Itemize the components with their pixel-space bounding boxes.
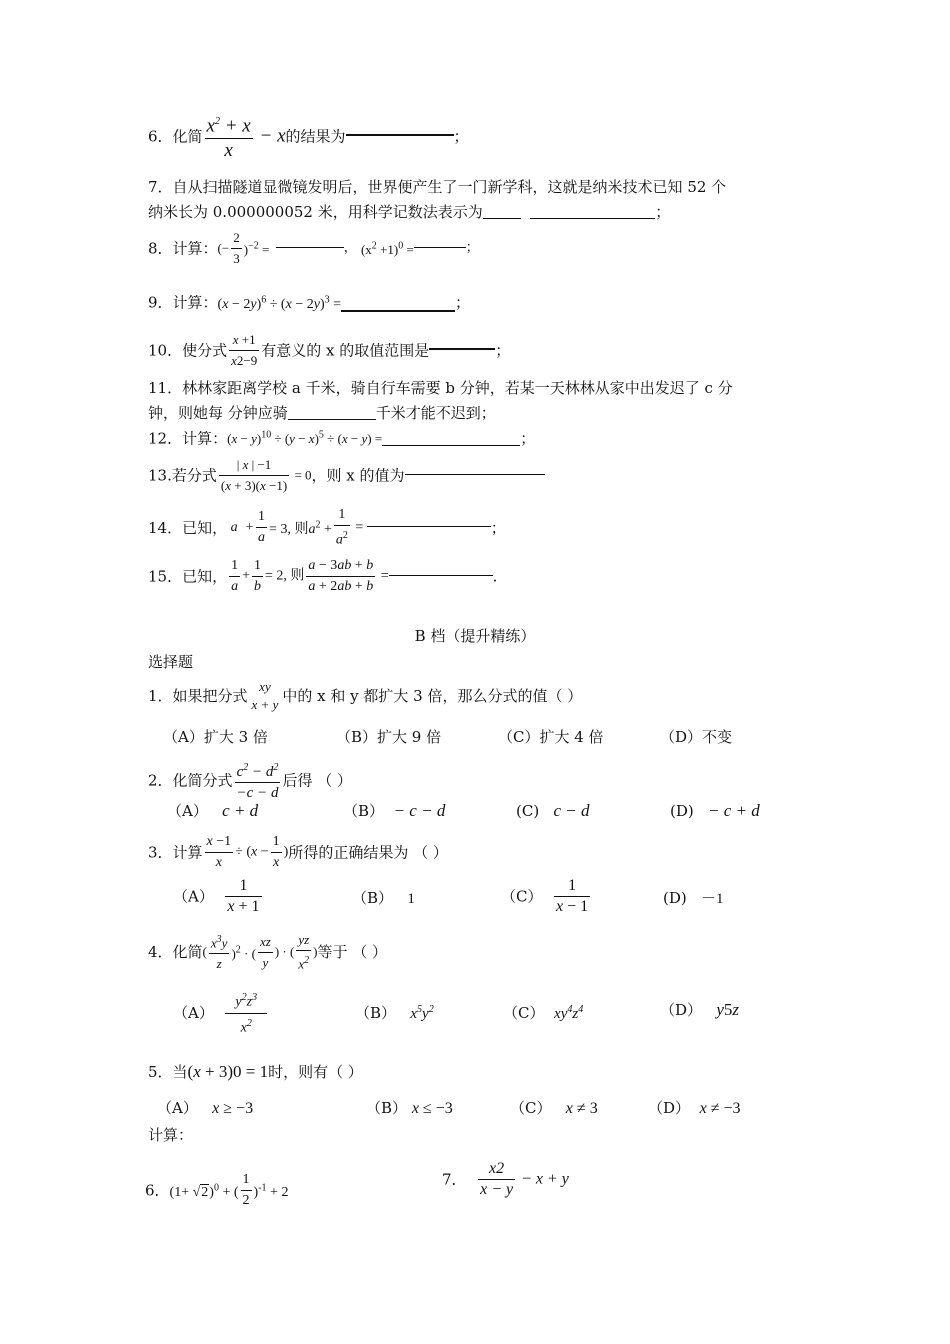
option-b5-a: （A） x ≥ −3 <box>157 1099 254 1117</box>
question-text: 时，则有（ ） <box>268 1063 363 1081</box>
answer-blank <box>414 246 466 248</box>
question-text: 后得 （ ） <box>282 771 352 790</box>
question-a7-line1: 7．自从扫描隧道显微镜发明后，世界便产生了一门新学科，这就是纳米技术已知 52 个 <box>148 178 727 196</box>
question-b1 <box>148 678 582 714</box>
option-label: （B） <box>343 802 385 820</box>
answer-blank <box>483 217 521 219</box>
fraction: $\frac{2}{3}$ <box>233 230 240 266</box>
answer-blank <box>346 133 454 136</box>
option-b4-c: （C） $xy^4z^4$ <box>503 1004 584 1022</box>
question-a12: 12．计算：$(x - y)^{10} \div (y - x)^5 \div (x - y)$ = ； <box>148 429 536 448</box>
question-b6: 6．$(1+ √2)^0$ + ( $\frac{1}{2}$ )$^{-1}$ + 2 <box>145 1170 288 1211</box>
option-label: （C） <box>510 1099 552 1117</box>
option-b5-c: （C） x ≠ 3 <box>510 1099 598 1117</box>
option-b1-b: （B）扩大 9 倍 <box>336 728 442 746</box>
fraction: $\frac{a - 3ab + b}{a + 2ab + b}$ <box>308 558 374 594</box>
option-b2-d: (D) − c + d <box>670 801 760 820</box>
question-number: 6．化简 <box>148 127 203 146</box>
option-label: （D） <box>660 1001 703 1019</box>
question-text: 1．如果把分式 <box>148 687 248 705</box>
question-number: 8．计算： <box>148 239 218 258</box>
fraction: $\frac{1}{a^2}$ <box>335 507 348 548</box>
question-a10: 10．使分式 $\frac{x +1}{x2-9}$ 有意义的 x 的取值范围是 ； <box>148 330 510 371</box>
option-label: (D) <box>670 802 694 820</box>
answer-blank <box>389 574 493 576</box>
question-number: 7． <box>442 1170 467 1189</box>
question-b5: 5．当(x + 3)0 = 1时，则有（ ） <box>148 1062 363 1081</box>
option-b5-d: （D） x ≠ −3 <box>648 1099 741 1117</box>
question-text: 钟，则她每 分钟应骑 <box>148 404 288 422</box>
question-number: 10．使分式 <box>148 341 228 360</box>
question-text: 4．化简 <box>148 943 203 962</box>
question-number: 15．已知， <box>148 567 228 586</box>
question-a7-line2: 纳米长为 0.000000052 米，用科学记数法表示为 ； <box>148 203 671 221</box>
question-a11-line1: 11．林林家距离学校 a 千米，骑自行车需要 b 分钟，若某一天林林从家中出发迟了 c 分 <box>148 379 733 397</box>
fraction: $\frac{| x | -1}{(x + 3)(x -1)}$ <box>220 457 288 493</box>
answer-blank <box>341 309 455 312</box>
option-b3-c <box>501 876 592 917</box>
question-text: 所得的正确结果为 （ ） <box>288 843 448 862</box>
fraction: $\frac{1}{b}$ <box>254 558 261 594</box>
answer-blank <box>405 473 545 475</box>
question-number: 6． <box>145 1181 170 1200</box>
fraction: $\frac{x +1}{x2-9}$ <box>231 332 258 368</box>
option-label: （A） <box>167 802 208 820</box>
fraction: $\frac{1}{x - 1}$ <box>556 877 589 915</box>
option-b3-d <box>663 887 724 910</box>
section-heading-choice: 选择题 <box>148 653 194 671</box>
option-label: （A） <box>173 1004 214 1023</box>
question-text: 3．计算 <box>148 843 203 862</box>
question-b7: 7． $\frac{x2}{x - y}$ − x + y <box>442 1160 569 1198</box>
option-b1-c: （C）扩大 4 倍 <box>498 728 604 746</box>
option-label: （C） <box>503 1004 545 1022</box>
fraction: $\frac{1}{x}$ <box>272 834 280 870</box>
fraction: $\frac{1}{a}$ <box>258 509 266 546</box>
fraction: $\frac{c^2 - d^2}{-c - d}$ <box>235 758 281 803</box>
question-b4: 4．化简( $\frac{x^3y}{z}$ )$^2$ · ( $\frac{xz}{y}$ ) · ( $\frac{yz}{x^2}$ )等于 （ ） <box>148 930 387 974</box>
option-b3-b <box>352 887 415 910</box>
question-number: 12．计算： <box>148 429 228 448</box>
option-b2-b: （B） − c − d <box>343 801 446 820</box>
option-label: （A） <box>173 887 214 906</box>
question-a8: 8．计算：(− $\frac{2}{3}$ )$^{-2}$ = ， $(x^2 +1)^0$ = ； <box>148 228 479 269</box>
fraction: $\frac{yz}{x^2}$ <box>298 932 310 972</box>
option-b2-c: (C) c − d <box>516 801 590 820</box>
question-number: 14．已知， <box>148 518 228 537</box>
option-label: （B） <box>366 1099 408 1117</box>
option-label: （D） <box>648 1099 691 1117</box>
question-text: 2．化简分式 <box>148 771 233 790</box>
option-b2-a: （A） c + d <box>167 801 259 820</box>
answer-blank <box>288 418 376 420</box>
answer-blank <box>429 347 495 350</box>
fraction: $\frac{x^3y}{z}$ <box>209 930 230 974</box>
question-a13: 13.若分式 $\frac{| x | -1}{(x + 3)(x -1)}$ = 0，则 x 的值为 <box>148 455 545 496</box>
fraction: $\frac{x -1}{x}$ <box>206 834 232 870</box>
option-b3-a <box>173 876 264 917</box>
fraction: $\frac{xz}{y}$ <box>259 933 271 970</box>
question-text: ，则 x 的值为 <box>311 466 405 485</box>
option-b5-b: （B） x ≤ −3 <box>366 1099 453 1117</box>
option-b1-a: （A）扩大 3 倍 <box>163 728 268 746</box>
fraction: $\frac{y^2z^3}{x^2}$ <box>225 988 267 1038</box>
question-b2 <box>148 758 352 803</box>
option-value: 1 <box>407 891 415 907</box>
question-text: 纳米长为 0.000000052 米，用科学记数法表示为 <box>148 203 483 221</box>
question-a14: 14．已知， a + $\frac{1}{a}$ = 3, 则$a^2$ + $\frac{1}{a^2}$ = ； <box>148 505 506 551</box>
question-a9: 9．计算：$(x - 2y)^6 \div (x - 2y)^3$ = ； <box>148 293 471 312</box>
option-b4-b: （B） $x^5y^2$ <box>355 1004 434 1022</box>
question-text: 等于 （ ） <box>317 943 388 962</box>
answer-blank <box>367 525 491 527</box>
option-b1-d: （D）不变 <box>660 728 733 746</box>
option-label: （B） <box>355 1004 397 1022</box>
question-a15: 15．已知， $\frac{1}{a}$ + $\frac{1}{b}$ = 2, 则 $\frac{a - 3ab + b}{a + 2ab + b}$ = . <box>148 556 497 597</box>
option-b4-a <box>173 988 269 1038</box>
option-label: （B） <box>352 889 394 907</box>
option-label: （A） <box>157 1099 198 1117</box>
question-b3: 3．计算 $\frac{x -1}{x}$ ÷ (x − $\frac{1}{x}$ )所得的正确结果为 （ ） <box>148 832 448 873</box>
question-text: 有意义的 x 的取值范围是 <box>261 341 430 360</box>
option-label: (C) <box>516 802 540 820</box>
fraction: $\frac{1}{a}$ <box>231 558 239 594</box>
question-a6: 6．化简 $\frac{x^2 + x}{x}$ − x的结果为 ； <box>148 110 469 163</box>
answer-blank <box>530 217 655 219</box>
section-title: B 档（提升精练） <box>414 627 536 645</box>
question-text: 中的 x 和 y 都扩大 3 倍，那么分式的值（ ） <box>282 687 583 705</box>
fraction: $\frac{1}{2}$ <box>242 1172 250 1208</box>
fraction: $\frac{x^2 + x}{x}$ <box>205 110 253 163</box>
option-label: （C） <box>501 887 543 906</box>
section-heading-calc: 计算： <box>148 1126 194 1144</box>
option-value: －1 <box>701 891 724 907</box>
question-text: 的结果为 <box>285 127 346 146</box>
fraction: $\frac{x2}{x - y}$ <box>480 1160 514 1198</box>
question-text: 千米才能不迟到； <box>375 404 496 422</box>
question-text: 5．当 <box>148 1063 188 1081</box>
question-number: 13.若分式 <box>148 466 217 485</box>
fraction: xy x + y <box>251 679 279 712</box>
option-label: (D) <box>663 889 687 907</box>
answer-blank <box>382 444 520 446</box>
question-number: 9．计算： <box>148 293 218 312</box>
answer-blank <box>276 246 344 248</box>
fraction: $\frac{1}{x + 1}$ <box>227 877 260 915</box>
option-b4-d: （D） y5z <box>660 1000 740 1019</box>
question-a11-line2 <box>148 402 496 424</box>
